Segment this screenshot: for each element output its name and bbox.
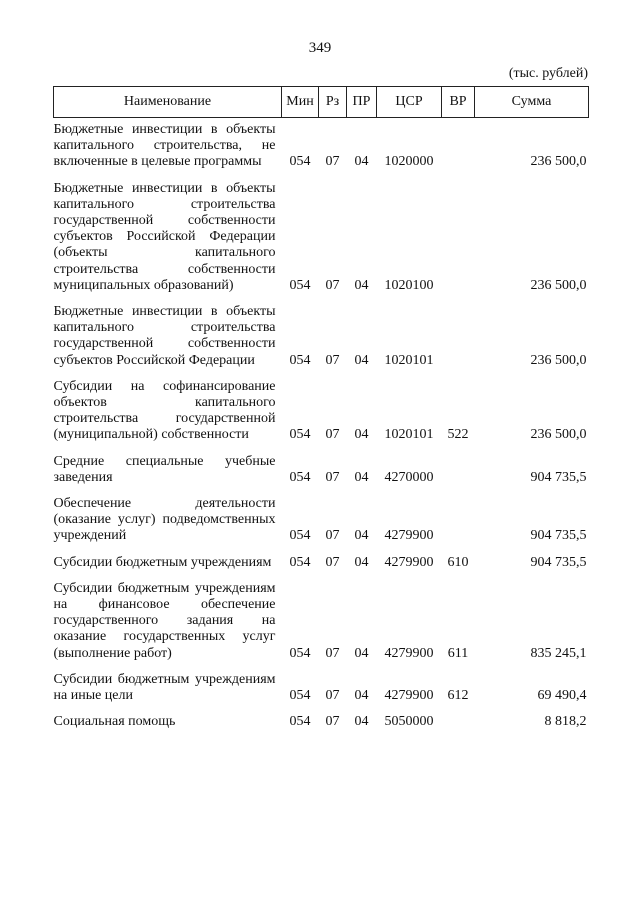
row-sum: 236 500,0 [530, 352, 587, 368]
row-sum: 904 735,5 [530, 528, 587, 544]
row-sum: 835 245,1 [530, 645, 587, 661]
table-row [54, 548, 589, 574]
row-csr: 1020101 [384, 427, 434, 443]
table-row [54, 665, 589, 707]
row-name: Субсидии бюджетным учреждениям на финансовое обеспечение государственного задания на оказание государственных услуг (выполнение работ) [53, 580, 276, 661]
row-rz: 07 [325, 469, 340, 485]
row-name: Средние специальные учебные заведения [53, 453, 276, 485]
row-sum: 236 500,0 [530, 427, 587, 443]
row-pr: 04 [354, 427, 369, 443]
row-min: 054 [289, 469, 311, 485]
row-rz: 07 [325, 427, 340, 443]
table-row [54, 372, 589, 447]
row-vr [442, 297, 475, 372]
row-min: 054 [289, 352, 311, 368]
row-pr: 04 [354, 688, 369, 704]
row-rz: 07 [325, 277, 340, 293]
row-vr [442, 707, 475, 733]
row-min: 054 [289, 554, 311, 570]
row-min: 054 [289, 714, 311, 730]
row-pr: 04 [354, 714, 369, 730]
row-csr: 4279900 [384, 554, 434, 570]
header-vr: ВР [442, 87, 475, 118]
page-number: 349 [308, 40, 332, 56]
row-name: Обеспечение деятельности (оказание услуг) подведомственных учреждений [53, 496, 276, 544]
row-sum: 904 735,5 [530, 554, 587, 570]
row-csr: 1020000 [384, 154, 434, 170]
row-rz: 07 [325, 154, 340, 170]
row-csr: 4279900 [384, 645, 434, 661]
row-pr: 04 [354, 469, 369, 485]
row-sum: 236 500,0 [530, 154, 587, 170]
row-csr: 1020101 [384, 352, 434, 368]
row-name: Бюджетные инвестиции в объекты капитального строительства государственной собственности субъектов Российской Федерации [53, 304, 276, 368]
row-pr: 04 [354, 645, 369, 661]
row-min: 054 [289, 645, 311, 661]
table-row [54, 118, 589, 174]
row-rz: 07 [325, 714, 340, 730]
budget-table [53, 86, 589, 734]
row-min: 054 [289, 154, 311, 170]
table-row [54, 447, 589, 489]
row-vr [442, 174, 475, 297]
table-row [54, 297, 589, 372]
units-label: (тыс. рублей) [508, 66, 588, 81]
header-pr: ПР [347, 87, 377, 118]
row-vr [442, 447, 475, 489]
table-row [54, 174, 589, 297]
row-name: Субсидии на софинансирование объектов капитального строительства государственной (муниципальной) собственности [53, 378, 276, 443]
row-csr: 4279900 [384, 688, 434, 704]
row-min: 054 [289, 528, 311, 544]
header-sum: Сумма [475, 87, 589, 118]
row-vr [442, 489, 475, 548]
row-name: Субсидии бюджетным учреждениям на иные цели [53, 671, 276, 704]
row-csr: 5050000 [384, 714, 434, 730]
row-csr: 1020100 [384, 277, 434, 293]
table-row [54, 489, 589, 548]
row-csr: 4270000 [384, 469, 434, 485]
row-vr: 522 [447, 427, 469, 443]
row-pr: 04 [354, 277, 369, 293]
row-pr: 04 [354, 554, 369, 570]
row-name: Бюджетные инвестиции в объекты капитального строительства государственной собственности субъектов Российской Федерации (объекты капитального строительства собственности муниципальных образований) [53, 180, 276, 293]
row-rz: 07 [325, 645, 340, 661]
header-name: Наименование [54, 87, 282, 118]
header-csr: ЦСР [377, 87, 442, 118]
row-csr: 4279900 [384, 528, 434, 544]
row-rz: 07 [325, 528, 340, 544]
row-min: 054 [289, 277, 311, 293]
row-pr: 04 [354, 352, 369, 368]
row-name: Бюджетные инвестиции в объекты капитального строительства, не включенные в целевые программы [53, 122, 276, 170]
table-header-row [54, 87, 589, 118]
table-row [54, 574, 589, 665]
row-sum: 904 735,5 [530, 469, 587, 485]
row-pr: 04 [354, 154, 369, 170]
row-vr: 612 [447, 688, 469, 704]
row-vr: 611 [447, 645, 469, 661]
row-rz: 07 [325, 688, 340, 704]
table-row [54, 707, 589, 733]
row-vr: 610 [447, 554, 469, 570]
row-min: 054 [289, 688, 311, 704]
row-vr [442, 118, 475, 174]
header-rz: Рз [319, 87, 347, 118]
row-rz: 07 [325, 352, 340, 368]
header-min: Мин [282, 87, 319, 118]
row-sum: 8 818,2 [544, 714, 587, 730]
row-pr: 04 [354, 528, 369, 544]
row-name: Субсидии бюджетным учреждениям [53, 554, 272, 570]
row-sum: 236 500,0 [530, 277, 587, 293]
row-name: Социальная помощь [53, 714, 176, 730]
row-rz: 07 [325, 554, 340, 570]
row-sum: 69 490,4 [537, 688, 587, 704]
row-min: 054 [289, 427, 311, 443]
